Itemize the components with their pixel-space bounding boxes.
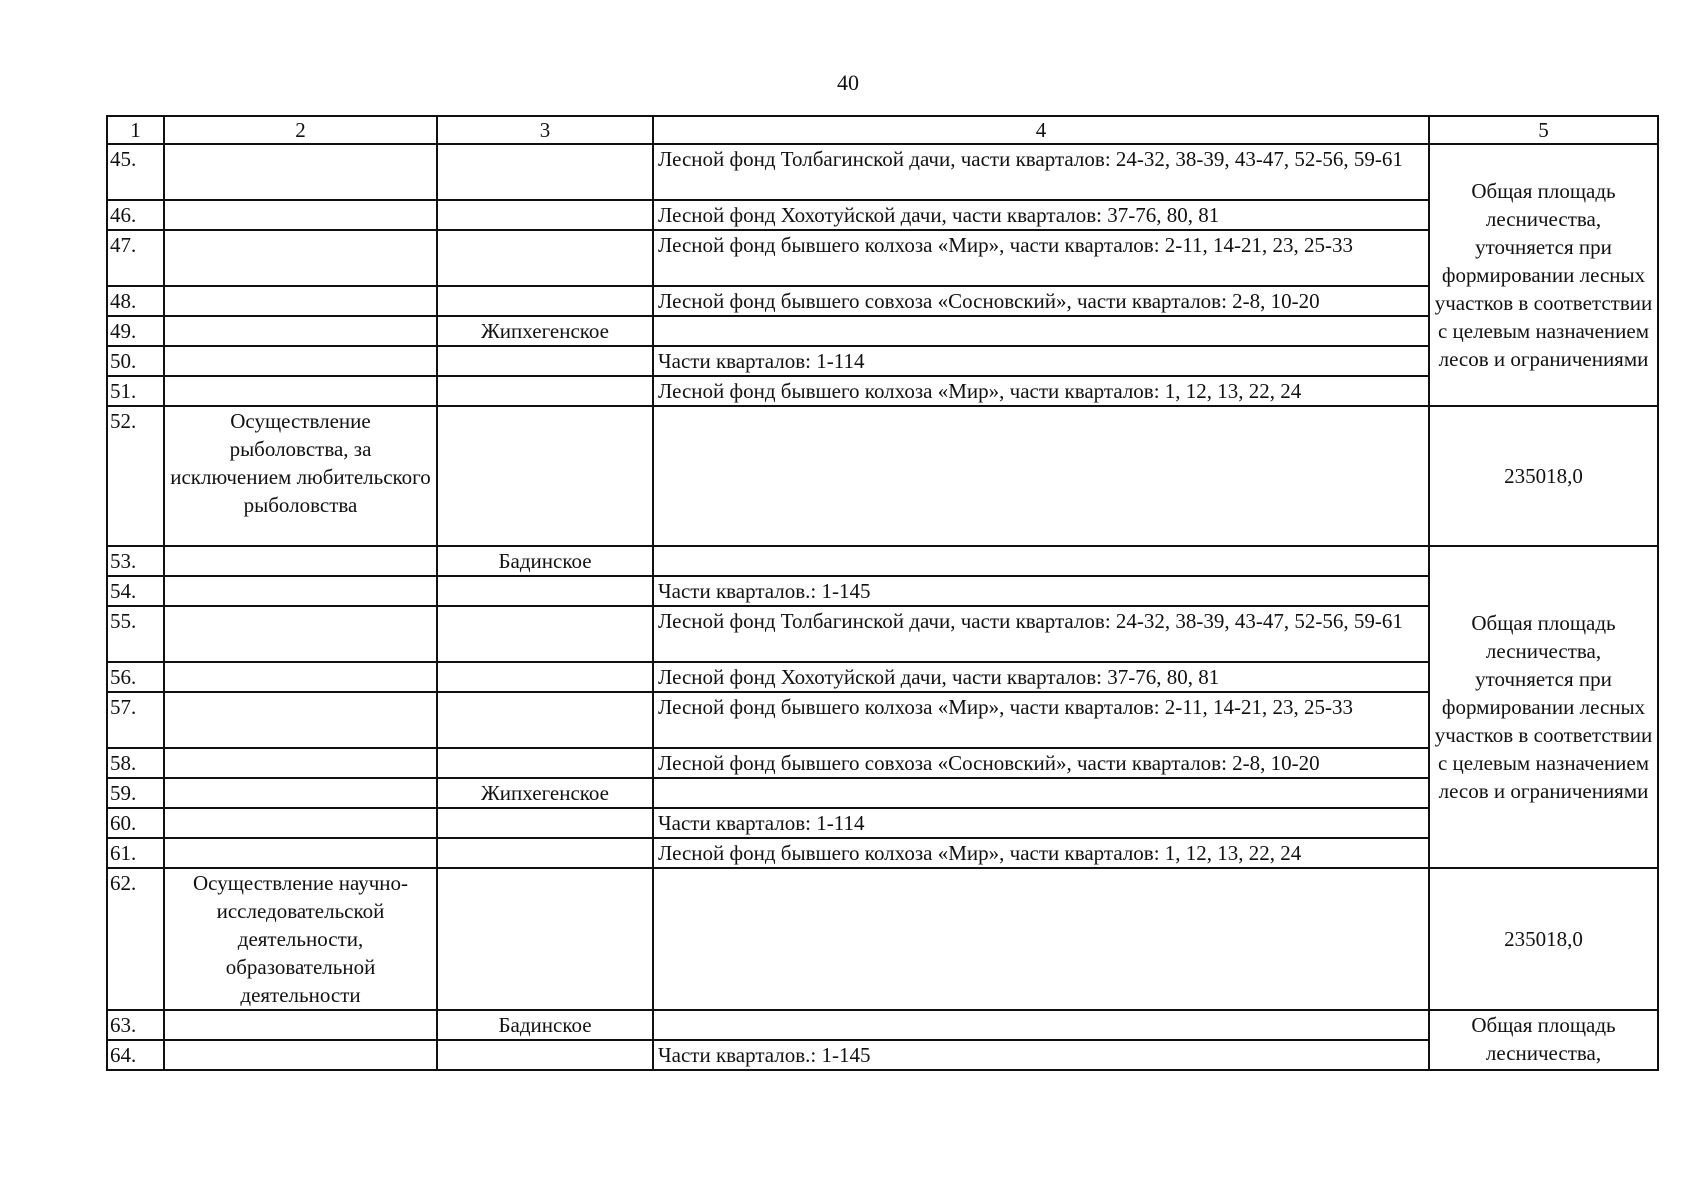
table-row: [107, 662, 1658, 692]
district-cell: [437, 868, 653, 1010]
district-cell: [437, 692, 653, 748]
quarters-cell: Части кварталов.: 1-145: [653, 1040, 1429, 1070]
district-cell: Бадинское: [437, 1010, 653, 1040]
quarters-cell: Лесной фонд Толбагинской дачи, части кварталов: 24-32, 38-39, 43-47, 52-56, 59-61: [653, 606, 1429, 662]
table-row: [107, 376, 1658, 406]
district-cell: [437, 230, 653, 286]
quarters-cell: Части кварталов: 1-114: [653, 808, 1429, 838]
activity-cell: [164, 1010, 437, 1040]
quarters-cell: Лесной фонд бывшего совхоза «Сосновский», части кварталов: 2-8, 10-20: [653, 286, 1429, 316]
activity-cell: [164, 230, 437, 286]
table-row: [107, 868, 1658, 1010]
quarters-cell: [653, 546, 1429, 576]
table-header-row: [107, 116, 1658, 144]
table-row: [107, 748, 1658, 778]
activity-cell: [164, 144, 437, 200]
area-value-cell: 235018,0: [1429, 868, 1658, 1010]
district-cell: [437, 1040, 653, 1070]
area-note-cell: Общая площадь лесничества,: [1429, 1010, 1658, 1070]
table-row: [107, 200, 1658, 230]
row-number: 56.: [107, 662, 164, 692]
table-row: [107, 1040, 1658, 1070]
quarters-cell: [653, 868, 1429, 1010]
row-number: 63.: [107, 1010, 164, 1040]
header-cell-4: 4: [653, 116, 1429, 144]
activity-cell: [164, 692, 437, 748]
district-cell: [437, 406, 653, 546]
row-number: 52.: [107, 406, 164, 546]
row-number: 54.: [107, 576, 164, 606]
quarters-cell: [653, 1010, 1429, 1040]
row-number: 62.: [107, 868, 164, 1010]
district-cell: Бадинское: [437, 546, 653, 576]
quarters-cell: Лесной фонд бывшего колхоза «Мир», части кварталов: 1, 12, 13, 22, 24: [653, 838, 1429, 868]
row-number: 47.: [107, 230, 164, 286]
row-number: 51.: [107, 376, 164, 406]
row-number: 58.: [107, 748, 164, 778]
page-number: 40: [837, 70, 859, 95]
quarters-cell: Лесной фонд бывшего совхоза «Сосновский», части кварталов: 2-8, 10-20: [653, 748, 1429, 778]
row-number: 55.: [107, 606, 164, 662]
header-cell-1: 1: [107, 116, 164, 144]
activity-cell: [164, 808, 437, 838]
district-cell: [437, 748, 653, 778]
district-cell: [437, 808, 653, 838]
district-cell: [437, 200, 653, 230]
activity-cell: [164, 778, 437, 808]
district-cell: [437, 376, 653, 406]
quarters-cell: Лесной фонд Толбагинской дачи, части кварталов: 24-32, 38-39, 43-47, 52-56, 59-61: [653, 144, 1429, 200]
row-number: 46.: [107, 200, 164, 230]
table-row: [107, 808, 1658, 838]
forestry-table: [106, 115, 1659, 1071]
quarters-cell: [653, 316, 1429, 346]
quarters-cell: Части кварталов: 1-114: [653, 346, 1429, 376]
table-row: [107, 838, 1658, 868]
activity-cell: [164, 316, 437, 346]
table-row: [107, 406, 1658, 546]
quarters-cell: [653, 406, 1429, 546]
table-row: [107, 144, 1658, 200]
activity-cell: Осуществление рыболовства, за исключением любительского рыболовства: [164, 406, 437, 546]
district-cell: [437, 346, 653, 376]
district-cell: [437, 606, 653, 662]
activity-cell: [164, 838, 437, 868]
activity-cell: [164, 546, 437, 576]
table-row: [107, 1010, 1658, 1040]
row-number: 49.: [107, 316, 164, 346]
table-row: [107, 606, 1658, 662]
table-row: [107, 692, 1658, 748]
district-cell: [437, 144, 653, 200]
activity-cell: [164, 1040, 437, 1070]
row-number: 45.: [107, 144, 164, 200]
table-row: [107, 546, 1658, 576]
row-number: 50.: [107, 346, 164, 376]
activity-cell: [164, 346, 437, 376]
quarters-cell: Лесной фонд бывшего колхоза «Мир», части кварталов: 2-11, 14-21, 23, 25-33: [653, 692, 1429, 748]
area-value-cell: 235018,0: [1429, 406, 1658, 546]
quarters-cell: Лесной фонд бывшего колхоза «Мир», части кварталов: 2-11, 14-21, 23, 25-33: [653, 230, 1429, 286]
activity-cell: [164, 286, 437, 316]
header-cell-2: 2: [164, 116, 437, 144]
activity-cell: Осуществление научно-исследовательской деятельности, образовательной деятельности: [164, 868, 437, 1010]
row-number: 60.: [107, 808, 164, 838]
district-cell: [437, 576, 653, 606]
quarters-cell: Лесной фонд бывшего колхоза «Мир», части кварталов: 1, 12, 13, 22, 24: [653, 376, 1429, 406]
activity-cell: [164, 200, 437, 230]
row-number: 59.: [107, 778, 164, 808]
activity-cell: [164, 576, 437, 606]
area-note-cell: Общая площадь лесничества, уточняется при формировании лесных участков в соответствии с целевым назначением лесов и ограничениями: [1429, 546, 1658, 868]
table-row: [107, 316, 1658, 346]
table-row: [107, 576, 1658, 606]
header-cell-3: 3: [437, 116, 653, 144]
district-cell: [437, 286, 653, 316]
district-cell: Жипхегенское: [437, 316, 653, 346]
activity-cell: [164, 606, 437, 662]
table-row: [107, 286, 1658, 316]
area-note-cell: Общая площадь лесничества, уточняется при формировании лесных участков в соответствии с целевым назначением лесов и ограничениями: [1429, 144, 1658, 406]
row-number: 64.: [107, 1040, 164, 1070]
header-cell-5: 5: [1429, 116, 1658, 144]
row-number: 53.: [107, 546, 164, 576]
quarters-cell: [653, 778, 1429, 808]
district-cell: [437, 662, 653, 692]
row-number: 48.: [107, 286, 164, 316]
table-row: [107, 230, 1658, 286]
quarters-cell: Лесной фонд Хохотуйской дачи, части кварталов: 37-76, 80, 81: [653, 662, 1429, 692]
row-number: 61.: [107, 838, 164, 868]
district-cell: Жипхегенское: [437, 778, 653, 808]
row-number: 57.: [107, 692, 164, 748]
table-row: [107, 778, 1658, 808]
quarters-cell: Лесной фонд Хохотуйской дачи, части кварталов: 37-76, 80, 81: [653, 200, 1429, 230]
quarters-cell: Части кварталов.: 1-145: [653, 576, 1429, 606]
activity-cell: [164, 662, 437, 692]
activity-cell: [164, 376, 437, 406]
district-cell: [437, 838, 653, 868]
activity-cell: [164, 748, 437, 778]
table-row: [107, 346, 1658, 376]
